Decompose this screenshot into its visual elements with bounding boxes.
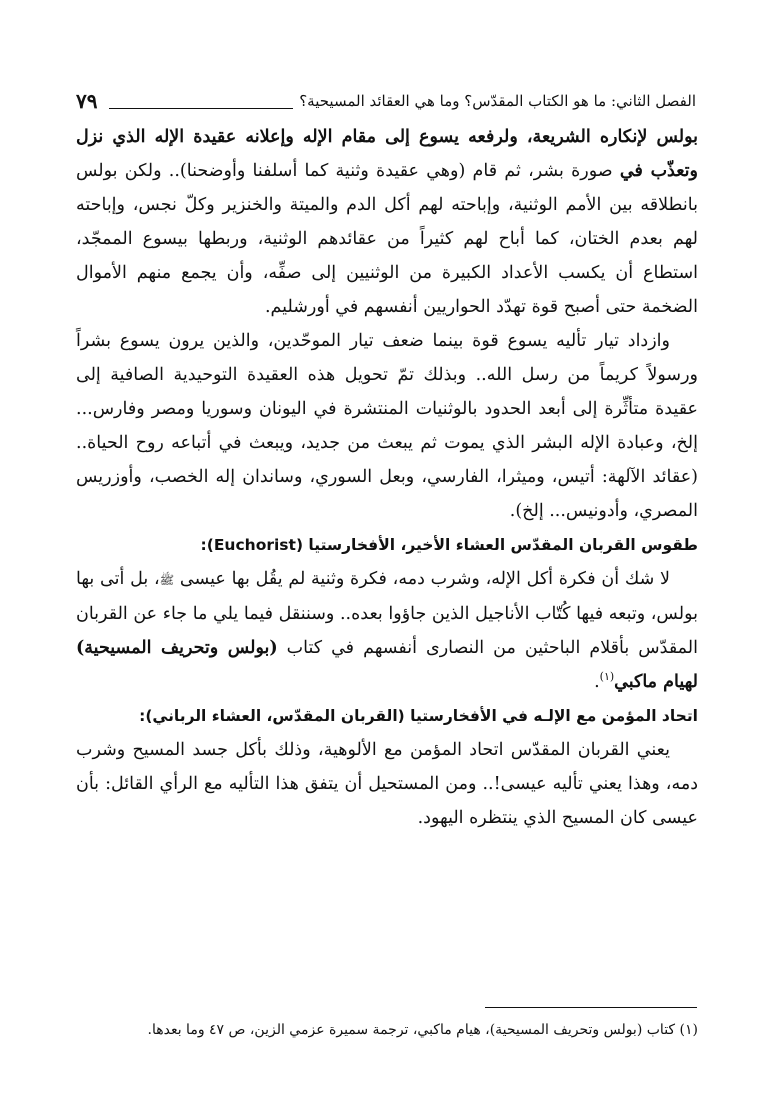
- paragraph-bold-lead: بولس لإنكاره الشريعة، ولرفعه يسوع إلى مقام الإله وإعلانه عقيدة الإله الذي نزل وتعذّب في: [76, 127, 699, 181]
- header-rule: [109, 94, 293, 109]
- section-heading: اتحاد المؤمن مع الإلـه في الأفخارستيا (القربان المقدّس، العشاء الرباني):: [139, 707, 698, 725]
- footnote: [76, 1016, 698, 1044]
- honorific-mark: ﷺ: [159, 573, 175, 587]
- paragraph: وازداد تيار تأليه يسوع قوة بينما ضعف تيار الموحّدين، والذين يرون يسوع بشراً ورسولاً كريماً من رسل الله.. وبذلك تمّ تحويل هذه العقيدة التوحيدية الصافية إلى عقيدة متأثِّرة إلى أبعد الحدود بالوثنيات المنتشرة في اليونان وسوريا ومصر وفارس... إلخ، وعبادة الإله البشر الذي يموت ثم يبعث من جديد، ويبعث في أتباعه روح الحياة.. (عقائد الآلهة: أتيس، وميثرا، الفارسي، وبعل السوري، وساندان إله الخصب، وأوزريس المصري، وأدونيس... إلخ).: [76, 331, 698, 521]
- footnote-reference: (١): [599, 670, 615, 684]
- footnote-text: (١) كتاب (بولس وتحريف المسيحية)، هيام ماكبي، ترجمة سميرة عزمي الزين، ص ٤٧ وما بعدها.: [147, 1022, 698, 1038]
- page-number: ٧٩: [76, 89, 98, 113]
- paragraph-text: ، بل أتى بها بولس، وتبعه فيها كُتّاب الأناجيل الذين جاؤوا بعده.. وسننقل فيما يلي ما جاء عن القربان المقدّس بأقلام الباحثين من النصارى أنفسهم في كتاب: [76, 569, 698, 658]
- paragraph: [76, 120, 698, 324]
- paragraph-text: لا شك أن فكرة أكل الإله، وشرب دمه، فكرة وثنية لم يقُل بها عيسى: [179, 569, 670, 589]
- chapter-title: الفصل الثاني: ما هو الكتاب المقدّس؟ وما هي العقائد المسيحية؟: [299, 92, 696, 110]
- paragraph-text: صورة بشر، ثم قام (وهي عقيدة وثنية كما أسلفنا وأوضحنا).. ولكن بولس بانطلاقه بين الأمم الوثنية، وإباحته لهم أكل الدم والميتة والخنزير وكلّ نجس، وإباحته لهم بعدم الختان، كما أباح لهم كثيراً من عقائدهم الوثنية، وربطها بيسوع الممجّد، استطاع أن يكسب الأعداد الكبيرة من الوثنيين إلى صفِّه، وأن يجمع منهم الأموال الضخمة حتى أصبح قوة تهدّد الحواريين أنفسهم في أورشليم.: [76, 161, 698, 317]
- paragraph-text: .: [594, 672, 600, 692]
- book-title: (بولس وتحريف المسيحية) لهيام ماكبي: [76, 638, 698, 692]
- body-text: [76, 120, 698, 835]
- section-heading: طقوس القربان المقدّس العشاء الأخير، الأفخارستيا (Euchorist):: [200, 536, 698, 554]
- paragraph: [76, 562, 698, 699]
- running-header: [76, 86, 696, 116]
- paragraph: يعني القربان المقدّس اتحاد المؤمن مع الألوهية، وذلك بأكل جسد المسيح وشرب دمه، وهذا يعني تأليه عيسى!.. ومن المستحيل أن يتفق هذا التأليه مع الرأي القائل: بأن عيسى كان المسيح الذي ينتظره اليهود.: [76, 740, 698, 828]
- footnote-rule: [485, 1007, 697, 1008]
